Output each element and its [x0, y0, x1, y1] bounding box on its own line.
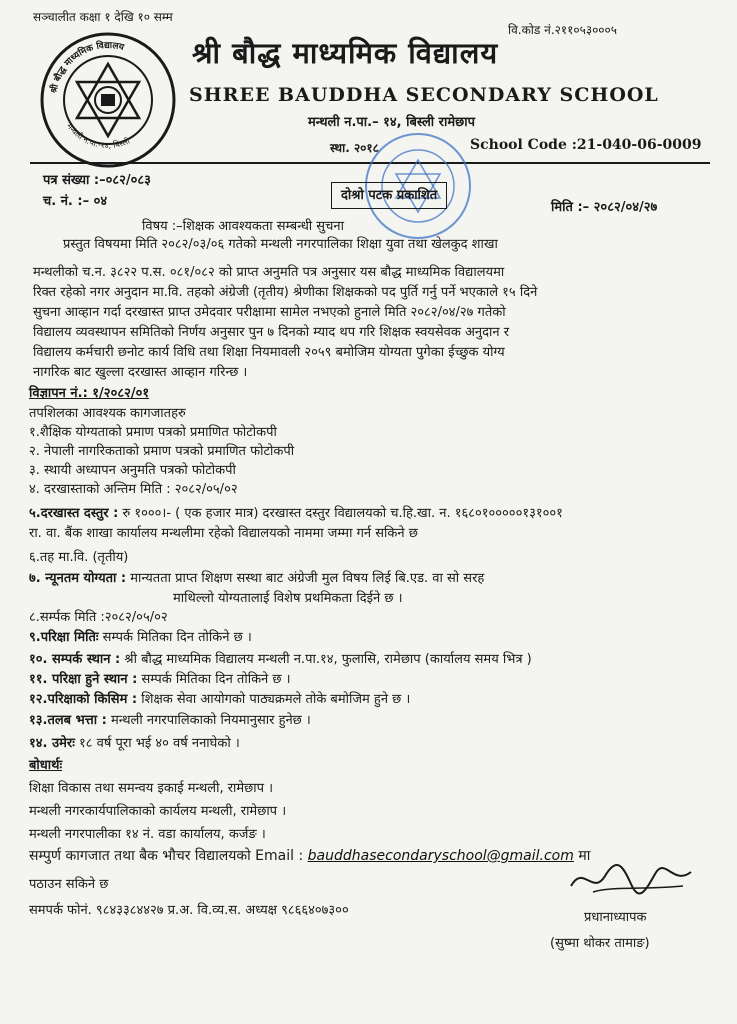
svg-text:मन्थली न.पा.-१४, बिस्ली: मन्थली न.पा.-१४, बिस्ली [64, 121, 132, 151]
qualification-label: ७. न्यूनतम योग्यता : [29, 571, 127, 586]
body-line: सुचना आव्हान गर्दा दरखास्त प्राप्त उमेदवार परीक्षामा सामेल नभएको हुनाले मिति २०८२/०४/२७ गतेको [33, 305, 506, 320]
dispatch-number: च. नं. :– ०४ [43, 194, 108, 209]
item-label: ११. परिक्षा हुने स्थान : [29, 672, 138, 687]
item-label: ९.परिक्षा मितिः [29, 630, 99, 645]
letter-number: पत्र संख्या :–०८२/०८३ [43, 173, 151, 188]
fee-label: ५.दरखास्त दस्तुर : [29, 506, 119, 521]
list-item [29, 712, 311, 729]
item-label: १३.तलब भत्ता : [29, 713, 107, 728]
body-line: मन्थलीको च.न. ३८२२ प.स. ०८१/०८२ को प्राप्त अनुमति पत्र अनुसार यस बौद्ध माध्यमिक विद्यालयमा [33, 265, 505, 280]
list-item [29, 691, 410, 708]
email-suffix: मा [578, 848, 591, 864]
item-text: मन्थली नगरपालिकाको नियमानुसार हुनेछ । [111, 713, 311, 728]
item-text: शिक्षक सेवा आयोगको पाठ्यक्रमले तोके बमोजिम हुने छ । [141, 692, 411, 707]
list-item [29, 671, 291, 688]
send-line: पठाउन सकिने छ [29, 877, 109, 892]
list-item-fee [29, 505, 563, 522]
school-name-english: SHREE BAUDDHA SECONDARY SCHOOL [189, 84, 659, 106]
item-text: श्री बौद्ध माध्यमिक विद्यालय मन्थली न.पा.१४, फुलासि, रामेछाप (कार्यालय समय भित्र ) [124, 652, 532, 667]
info-line: मन्थली नगरपालीका १४ नं. वडा कार्यालय, कर्जङ । [29, 827, 266, 842]
school-name-nepali: श्री बौद्ध माध्यमिक विद्यालय [192, 36, 499, 70]
signatory-name: (सुष्मा थोकर तामाङ) [550, 936, 650, 951]
item-label: १२.परिक्षाको किसिम : [29, 692, 138, 707]
email-link[interactable]: bauddhasecondaryschool@gmail.com [307, 848, 574, 864]
fee-text: रु १०००।- ( एक हजार मात्र) दरखास्त दस्तुर विद्यालयको च.हि.खा. न. १६८०१०००००१३१००१ [122, 506, 563, 521]
letter-date: मिति :– २०८२/०४/२७ [551, 200, 658, 215]
list-item [29, 651, 532, 668]
header-tagline: सञ्चालीत कक्षा १ देखि १० सम्म [33, 10, 173, 24]
publication-badge: दोश्रो पटक प्रकाशित [331, 182, 447, 209]
list-item: ४. दरखास्ताको अन्तिम मिति : २०८२/०५/०२ [29, 482, 238, 497]
item-text: सम्पर्क मितिका दिन तोकिने छ । [141, 672, 291, 687]
signatory-title: प्रधानाध्यापक [584, 910, 647, 925]
body-line: रिक्त रहेको नगर अनुदान मा.वि. तहको अंग्रेजी (तृतीय) श्रेणीका शिक्षकको पद पुर्ति गर्नु पर्ने भएकाले १५ दिने [33, 285, 538, 300]
item-text: १८ वर्ष पूरा भई ४० वर्ष ननाघेको । [78, 736, 240, 751]
qualification-continuation: माथिल्लो योग्यतालाई विशेष प्रथमिकता दिईने छ । [173, 591, 403, 606]
list-item: ३. स्थायी अध्यापन अनुमति पत्रको फोटोकपी [29, 463, 236, 478]
email-line [29, 848, 590, 865]
subject-line: विषय :–शिक्षक आवश्यकता सम्बन्धी सुचना [142, 219, 344, 234]
list-item: ८.सर्म्पक मिति :२०८२/०५/०२ [29, 610, 168, 625]
item-label: १४. उमेरः [29, 736, 75, 751]
info-heading: बोधार्थः [29, 758, 63, 773]
qualification-text: मान्यतता प्राप्त शिक्षण सस्था बाट अंग्रेजी मुल विषय लिई बि.एड. वा सो सरह [130, 571, 485, 586]
school-vi-code: वि.कोड नं.२११०५३०००५ [508, 23, 618, 37]
list-item [29, 629, 252, 646]
info-line: मन्थली नगरकार्यपालिकाको कार्यलय मन्थली, रामेछाप । [29, 804, 287, 819]
item-text: सम्पर्क मितिका दिन तोकिने छ । [102, 630, 252, 645]
list-item: १.शैक्षिक योग्यताको प्रमाण पत्रको प्रमाणित फोटोकपी [29, 425, 277, 440]
body-line: विद्यालय कर्मचारी छनोट कार्य विधि तथा शिक्षा नियमावली २०५९ बमोजिम योग्यता पुगेका ईच्छुक योग्य [33, 345, 505, 360]
body-line: प्रस्तुत विषयमा मिति २०८२/०३/०६ गतेको मन्थली नगरपालिका शिक्षा युवा तथा खेलकुद शाखा [63, 237, 498, 252]
item-label: १०. सम्पर्क स्थान : [29, 652, 121, 667]
fee-continuation: रा. वा. बैंक शाखा कार्यालय मन्थलीमा रहेको विद्यालयको नाममा जम्मा गर्न सकिने छ [29, 526, 418, 541]
body-line: विद्यालय व्यवस्थापन समितिको निर्णय अनुसार पुन ७ दिनको म्याद थप गरि शिक्षक स्वयसेवक अनुदान र [33, 325, 510, 340]
list-item: २. नेपाली नागरिकताको प्रमाण पत्रको प्रमाणित फोटोकपी [29, 444, 295, 459]
contact-line: समपर्क फोनं. ९८४३३८४४२७ प्र.अ. वि.व्य.स. अध्यक्ष ९८६६४०७३०० [29, 903, 349, 918]
school-address: मन्थली न.पा.– १४, बिस्ली रामेछाप [308, 115, 475, 130]
documents-heading: तपशिलका आवश्यक कागजातहरु [29, 406, 186, 421]
school-logo-icon [38, 30, 178, 170]
body-line: नागरिक बाट खुल्ला दरखास्त आव्हान गरिन्छ । [33, 365, 248, 380]
list-item: ६.तह मा.वि. (तृतीय) [29, 550, 129, 565]
established-year: स्था. २०१८ [330, 141, 379, 155]
list-item-qualification [29, 570, 484, 587]
list-item [29, 735, 240, 752]
svg-text:श्री बौद्ध माध्यमिक विद्यालय: श्री बौद्ध माध्यमिक विद्यालय [49, 40, 125, 95]
info-line: शिक्षा विकास तथा समन्वय इकाई मन्थली, रामेछाप । [29, 781, 274, 796]
signature-icon [563, 856, 703, 906]
school-code: School Code :21-040-06-0009 [470, 137, 702, 153]
notice-number: विज्ञापन नं.: १/२०८२/०१ [29, 386, 150, 401]
email-prefix: सम्पुर्ण कागजात तथा बैक भौचर विद्यालयको Email : [29, 848, 304, 864]
